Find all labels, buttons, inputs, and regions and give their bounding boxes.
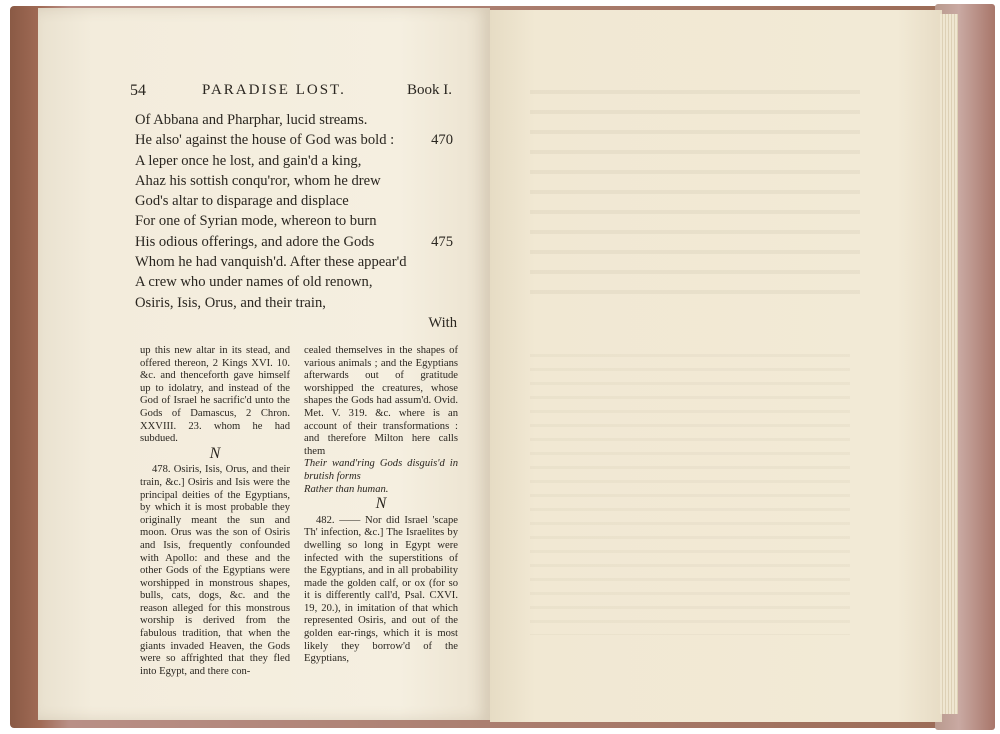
show-through-verse <box>530 78 860 308</box>
book-label: Book I. <box>407 82 452 98</box>
verse-line: Whom he had vanquish'd. After these appear'd <box>135 254 407 271</box>
running-header <box>130 80 452 104</box>
verse-line: For one of Syrian mode, whereon to burn <box>135 213 377 230</box>
verse-block <box>135 110 457 333</box>
catchword-line <box>135 313 457 333</box>
section-mark: N <box>209 444 221 462</box>
verse-line: He also' against the house of God was bold : 470 <box>135 130 457 150</box>
page-edges <box>940 14 958 714</box>
verse-line: Osiris, Isis, Orus, and their train, <box>135 294 326 311</box>
verse-line: Ahaz his sottish conqu'ror, whom he drew <box>135 172 381 189</box>
section-mark: N <box>375 495 387 513</box>
quoted-verse: Their wand'ring Gods disguis'd in brutish forms <box>304 458 458 482</box>
line-number: 470 <box>431 132 453 149</box>
note-paragraph: 482. —— Nor did Israel 'scape Th' infection, &c.] The Israelites by dwelling so long in Egypt were infected with the superstitions of the Egyptians, and in all probability made the golden calf, or ox (for so it is differently call'd, Psal. CXVI. 19, 20.), in imitation of that which represented Osiris, and out of the golden ear-rings, which it is most likely they borrow'd of the Egyptians, <box>304 514 458 665</box>
quoted-verse: Rather than human. <box>304 483 389 495</box>
verse-line: A leper once he lost, and gain'd a king, <box>135 152 362 169</box>
notes-column-right <box>304 345 458 666</box>
show-through-notes <box>530 345 850 635</box>
verse-line: A crew who under names of old renown, <box>135 274 373 291</box>
page-number: 54 <box>130 82 146 99</box>
verse-line: God's altar to disparage and displace <box>135 193 349 210</box>
note-paragraph: 478. Osiris, Isis, Orus, and their train, &c.] Osiris and Isis were the principal deities of the Egyptians, by which it is most probable they originally meant the sun and moon. Orus was the son of Osiris and Isis, frequently confounded with Apollo: and these and the other Gods of the Egyptians were worshipped in monstrous shapes, bulls, cats, dogs, &c. and the reason alleged for this monstrous worship is derived from the fabulous tradition, that when the giants invaded Heaven, the Gods were so affrighted that they fled into Egypt, and there con- <box>140 464 290 677</box>
verse-line: Of Abbana and Pharphar, lucid streams. <box>135 112 368 128</box>
note-paragraph: cealed themselves in the shapes of various animals ; and the Egyptians afterwards out of gratitude worshipped the creatures, whose shapes the Gods had assum'd. Ovid. Met. V. 319. &c. where is an account of their transformations : and therefore Milton here calls them <box>304 345 458 457</box>
catchword: With <box>428 314 457 331</box>
line-number: 475 <box>431 233 453 250</box>
running-title: PARADISE LOST. <box>202 82 346 98</box>
notes-column-left <box>140 345 290 678</box>
verse-line: His odious offerings, and adore the Gods 475 <box>135 232 457 252</box>
note-paragraph: up this new altar in its stead, and offered thereon, 2 Kings XVI. 10. &c. and thenceforth gave himself up to idolatry, and instead of the God of Israel he sacrific'd unto the Gods of Damascus, 2 Chron. XXVIII. 23. whom he had subdued. <box>140 345 290 445</box>
